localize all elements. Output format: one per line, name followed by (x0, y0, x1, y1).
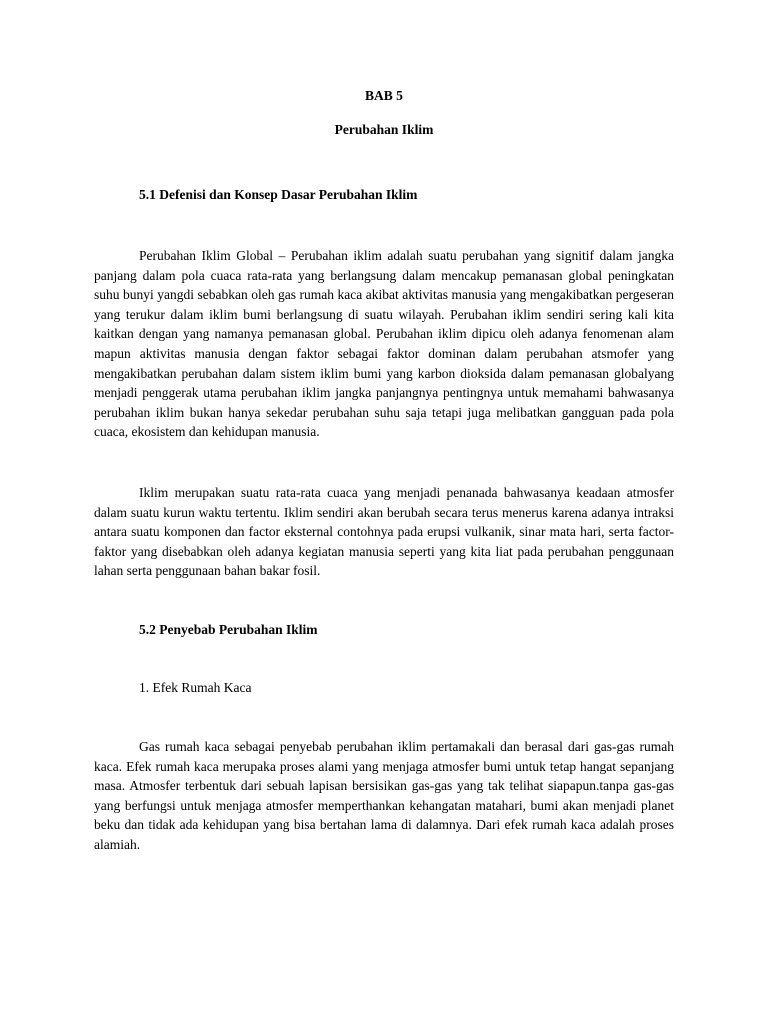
paragraph-greenhouse-gas: Gas rumah kaca sebagai penyebab perubahan iklim pertamakali dan berasal dari gas-gas rumah kaca. Efek rumah kaca merupaka proses alami yang menjaga atmosfer bumi untuk tetap hangat sepanjang masa. Atmosfer terbentuk dari sebuah lapisan bersisikan gas-gas yang tak telihat siapapun.tanpa gas-gas yang berfungsi untuk menjaga atmosfer memperthankan kehangatan matahari, bumi akan menjadi planet beku dan tidak ada kehidupan yang bisa bertahan lama di dalamnya. Dari efek rumah kaca adalah proses alamiah. (94, 738, 674, 852)
chapter-title: Perubahan Iklim (334, 122, 434, 137)
section-heading-5-2: 5.2 Penyebab Perubahan Iklim (139, 621, 318, 637)
paragraph-climate: Iklim merupakan suatu rata-rata cuaca yang menjadi penanada bahwasanya keadaan atmosfer dalam suatu kurun waktu tertentu. Iklim sendiri akan berubah secara terus menerus karena adanya intraksi antara suatu komponen dan factor eksternal contohnya pada erupsi vulkanik, sinar mata hari, serta factor-faktor yang disebabkan oleh adanya kegiatan manusia seperti yang kita liat pada perubahan penggunaan lahan serta penggunaan bahan bakar fosil. (94, 484, 674, 579)
section-heading-5-1: 5.1 Defenisi dan Konsep Dasar Perubahan Iklim (139, 187, 418, 202)
paragraph-definition: Perubahan Iklim Global – Perubahan iklim adalah suatu perubahan yang signitif dalam jangka panjang dalam pola cuaca rata-rata yang berlangsung dalam mencakup pemanasan global peningkatan suhu bunyi yangdi sebabkan oleh gas rumah kaca akibat aktivitas manusia yang mengakibatkan pergeseran yang terukur dalam iklim bumi berlangsung di suatu wilayah. Perubahan iklim sendiri sering kali kita kaitkan dengan yang namanya pemanasan global. Perubahan iklim dipicu oleh adanya fenomenan alam mapun aktivitas manusia dengan faktor sebagai faktor dominan dalam perubahan atsmofer yang mengakibatkan perubahan dalam sistem iklim bumi yang karbon dioksida dalam pemanasan globalyang menjadi penggerak utama perubahan iklim jangka panjangnya pentingnya untuk memahami bahwasanya perubahan iklim bukan hanya sekedar perubahan suhu saja tetapi juga melibatkan gangguan pada pola cuaca, ekosistem dan kehidupan manusia. (94, 248, 674, 440)
chapter-label: BAB 5 (365, 88, 403, 103)
subheading-greenhouse-effect: 1. Efek Rumah Kaca (139, 679, 252, 695)
